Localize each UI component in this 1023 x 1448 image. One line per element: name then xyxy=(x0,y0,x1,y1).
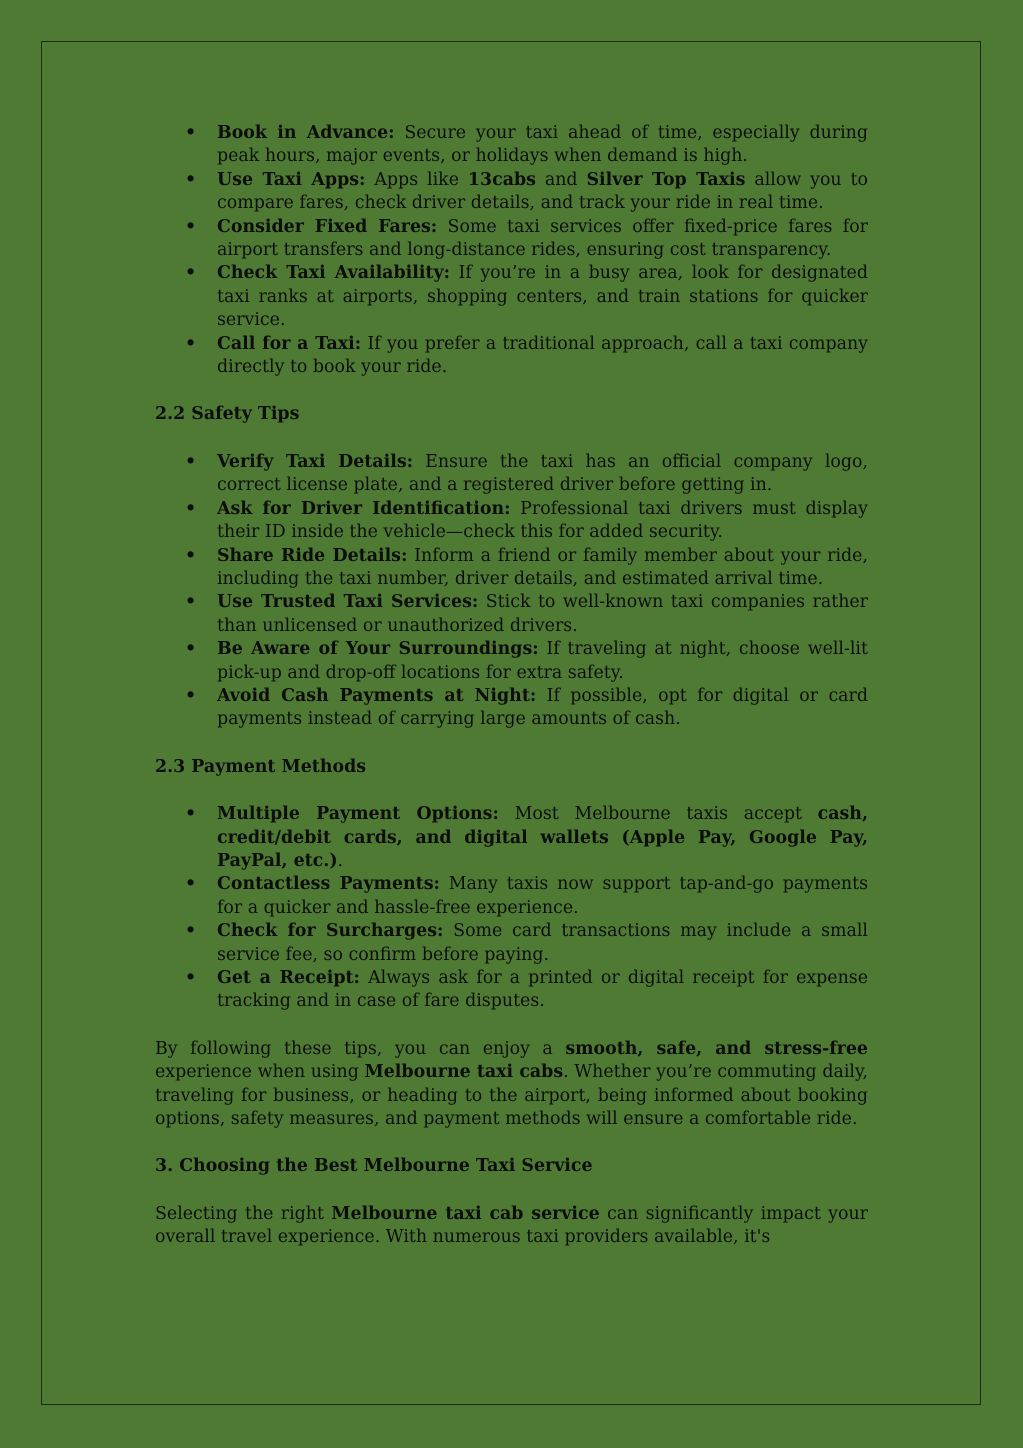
item-emphasis: 13cabs xyxy=(467,169,536,190)
bullet-icon: • xyxy=(185,968,197,988)
list-item xyxy=(155,545,868,592)
item-text: If traveling at night, choose well-lit pick-up and drop-off locations for extra safety. xyxy=(217,639,868,683)
list-item xyxy=(155,216,868,263)
bullet-icon: • xyxy=(185,216,197,237)
bullet-icon: • xyxy=(185,592,197,613)
item-text: Always ask for a printed or digital receipt for expense tracking and in case of fare disputes. xyxy=(217,968,869,1012)
list-item xyxy=(155,920,868,967)
item-text: Apps like xyxy=(365,169,468,190)
paragraph-emphasis: Melbourne taxi cab service xyxy=(331,1203,600,1224)
item-text: Some card transactions may include a small service fee, so confirm before paying. xyxy=(217,921,868,965)
item-label: Check Taxi Availability: xyxy=(217,263,450,284)
item-text: Many taxis now support tap-and-go payments for a quicker and hassle-free experience. xyxy=(217,874,868,918)
bullet-icon: • xyxy=(185,639,197,660)
item-text: . xyxy=(337,850,344,871)
bullet-icon: • xyxy=(185,685,197,706)
item-label: Multiple Payment Options: xyxy=(217,804,499,825)
paragraph-emphasis: Melbourne taxi cabs xyxy=(364,1062,564,1083)
item-label: Book in Advance: xyxy=(217,123,395,143)
paragraph-text: . Whether you’re commuting daily, traveling for business, or heading to the airport, being informed about booking options, safety measures, and payment methods will ensure a comfortable ride. xyxy=(155,1062,868,1130)
paragraph-text: By following these tips, you can enjoy a xyxy=(155,1038,566,1059)
bullet-icon: • xyxy=(185,451,197,472)
item-label: Verify Taxi Details: xyxy=(217,451,414,472)
item-text: Inform a friend or family member about your ride, including the taxi number, driver details, and estimated arrival time. xyxy=(217,545,868,589)
item-label: Share Ride Details: xyxy=(217,545,408,566)
item-emphasis: Silver Top Taxis xyxy=(586,169,746,190)
item-text: allow you to compare fares, check driver details, and track your ride in real time. xyxy=(217,169,868,214)
item-text: Most Melbourne taxis accept xyxy=(498,804,818,825)
item-text: If you’re in a busy area, look for designated taxi ranks at airports, shopping centers, and train stations for quicker service. xyxy=(217,263,868,331)
list-item xyxy=(155,169,868,216)
bullet-icon: • xyxy=(185,333,197,354)
item-label: Contactless Payments: xyxy=(217,874,440,895)
safety-heading: 2.2 Safety Tips xyxy=(155,404,300,425)
item-emphasis: cash, credit/debit cards, and digital wallets (Apple Pay, Google Pay, PayPal, etc.) xyxy=(217,804,869,871)
bullet-icon: • xyxy=(185,169,197,190)
bullet-icon: • xyxy=(185,263,197,284)
list-item xyxy=(155,451,868,498)
item-text: Ensure the taxi has an official company logo, correct license plate, and a registered driver before getting in. xyxy=(217,451,869,496)
item-label: Avoid Cash Payments at Night: xyxy=(217,685,537,706)
item-label: Get a Receipt: xyxy=(217,968,360,988)
document-body xyxy=(155,122,868,1250)
section3-paragraph xyxy=(155,1203,868,1250)
list-item xyxy=(155,967,868,1014)
bullet-icon: • xyxy=(185,874,197,895)
list-item xyxy=(155,685,868,732)
paragraph-emphasis: smooth, safe, and stress-free xyxy=(565,1038,868,1059)
safety-tips-list xyxy=(155,451,868,732)
item-label: Consider Fixed Fares: xyxy=(217,216,438,237)
bullet-icon: • xyxy=(185,498,197,519)
bullet-icon: • xyxy=(185,123,197,143)
payment-methods-list xyxy=(155,803,868,1014)
list-item xyxy=(155,803,868,873)
booking-tips-list xyxy=(155,122,868,379)
item-label: Use Taxi Apps: xyxy=(217,169,366,190)
bullet-icon: • xyxy=(185,804,197,825)
payment-heading: 2.3 Payment Methods xyxy=(155,756,367,777)
list-item xyxy=(155,498,868,545)
item-text: Stick to well-known taxi companies rather than unlicensed or unauthorized drivers. xyxy=(217,592,868,636)
list-item xyxy=(155,262,868,332)
list-item xyxy=(155,591,868,638)
item-text: Some taxi services offer fixed-price fares for airport transfers and long-distance rides, ensuring cost transparency. xyxy=(217,216,868,261)
list-item xyxy=(155,122,868,169)
bullet-icon: • xyxy=(185,545,197,566)
item-text: Secure your taxi ahead of time, especially during peak hours, major events, or holidays when demand is high. xyxy=(217,123,868,167)
item-label: Ask for Driver Identification: xyxy=(217,498,511,519)
summary-paragraph xyxy=(155,1038,868,1132)
list-item xyxy=(155,333,868,380)
section3-heading: 3. Choosing the Best Melbourne Taxi Service xyxy=(155,1156,593,1177)
bullet-icon: • xyxy=(185,921,197,942)
paragraph-text: can significantly impact your overall travel experience. With numerous taxi providers available, it's xyxy=(155,1203,868,1248)
item-label: Call for a Taxi: xyxy=(217,333,362,354)
item-label: Use Trusted Taxi Services: xyxy=(217,592,479,613)
item-label: Be Aware of Your Surroundings: xyxy=(217,639,539,660)
item-text: and xyxy=(535,169,587,190)
item-text: If possible, opt for digital or card payments instead of carrying large amounts of cash. xyxy=(217,685,868,730)
paragraph-text: Selecting the right xyxy=(155,1203,332,1224)
item-text: If you prefer a traditional approach, call a taxi company directly to book your ride. xyxy=(217,333,868,378)
item-label: Check for Surcharges: xyxy=(217,921,444,942)
list-item xyxy=(155,638,868,685)
list-item xyxy=(155,873,868,920)
paragraph-text: experience when using xyxy=(155,1062,365,1083)
item-text: Professional taxi drivers must display their ID inside the vehicle—check this for added security. xyxy=(217,498,868,543)
